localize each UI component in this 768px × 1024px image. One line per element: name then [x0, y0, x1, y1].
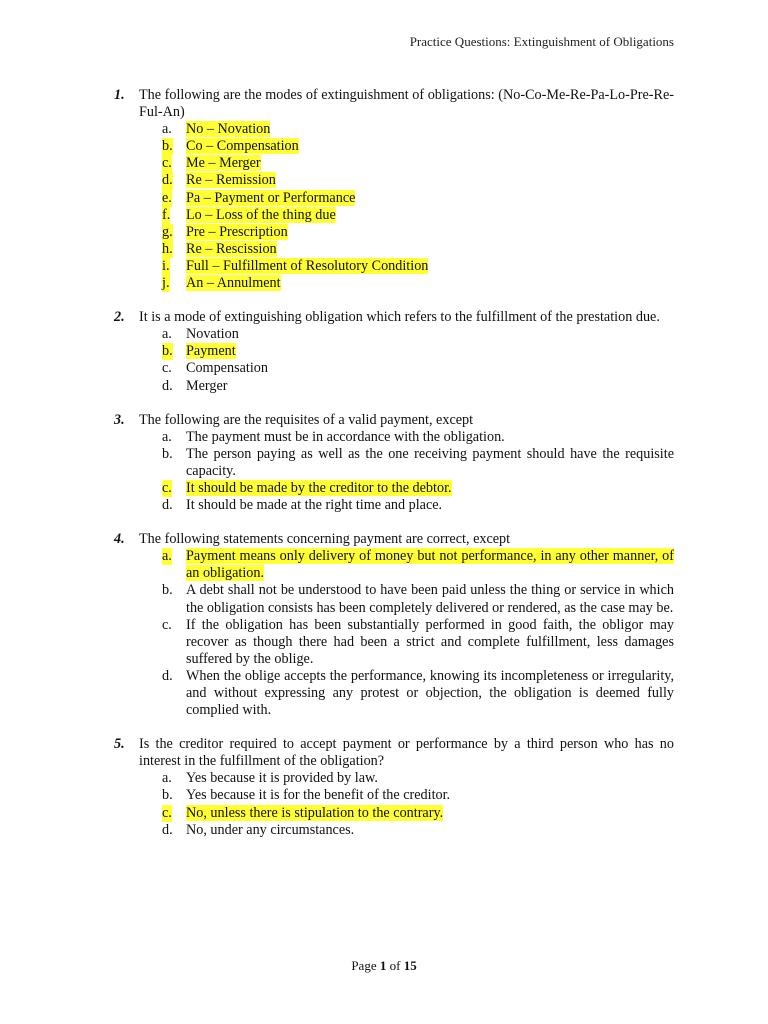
option-c: [139, 617, 674, 668]
option-letter: b.: [162, 138, 173, 155]
question-text: The following statements concerning payment are correct, except: [139, 531, 511, 548]
option-text: Merger: [186, 377, 228, 394]
question-number: 3.: [114, 411, 125, 428]
option-b: [139, 582, 674, 616]
option-c: [139, 480, 674, 497]
option-letter: a.: [162, 770, 172, 787]
option-list: [139, 121, 674, 292]
option-letter: a.: [162, 548, 172, 565]
option-text: If the obligation has been substantially performed in good faith, the obligor may recover as though there had been a strict and complete fulfillment, less damages suffered by the oblige.: [186, 616, 674, 667]
option-text: Me – Merger: [186, 155, 261, 172]
page-current: 1: [379, 958, 387, 973]
option-letter: c.: [162, 479, 172, 496]
option-text: An – Annulment: [186, 275, 281, 292]
option-text: Compensation: [186, 360, 268, 377]
option-c: [139, 360, 674, 377]
option-letter: b.: [162, 445, 173, 462]
option-text: A debt shall not be understood to have been paid unless the thing or service in which the obligation consists has been completely delivered or rendered, as the case may be.: [186, 582, 674, 616]
option-letter: c.: [162, 155, 172, 172]
option-letter: f.: [162, 206, 171, 223]
option-text: Novation: [186, 326, 239, 343]
option-text: Co – Compensation: [186, 138, 299, 155]
option-b: [139, 138, 674, 155]
option-list: [139, 548, 674, 719]
option-c: [139, 805, 674, 822]
option-letter: c.: [162, 616, 172, 633]
option-letter: j.: [162, 275, 170, 292]
option-letter: c.: [162, 804, 172, 821]
option-letter: d.: [162, 377, 173, 394]
page-header: Practice Questions: Extinguishment of Obligations: [409, 34, 674, 49]
option-letter: i.: [162, 257, 170, 274]
option-text: Re – Rescission: [186, 240, 277, 257]
option-d: [139, 378, 674, 395]
option-text: No, under any circumstances.: [186, 821, 355, 838]
option-i: [139, 258, 674, 275]
option-a: [139, 121, 674, 138]
option-a: [139, 429, 674, 446]
page-footer: [0, 958, 768, 974]
option-b: [139, 787, 674, 804]
question-list: [114, 87, 674, 856]
page-total: 15: [403, 958, 417, 973]
option-letter: c.: [162, 360, 172, 377]
option-text: Payment means only delivery of money but not performance, in any other manner, of an obligation.: [186, 548, 674, 582]
option-letter: g.: [162, 223, 173, 240]
option-letter: b.: [162, 582, 173, 599]
option-text: When the oblige accepts the performance, knowing its incompleteness or irregularity, and without expressing any protest or objection, the obligation is deemed fully complied with.: [186, 667, 674, 719]
option-a: [139, 770, 674, 787]
option-letter: e.: [162, 189, 172, 206]
question-number: 1.: [114, 87, 125, 103]
option-g: [139, 224, 674, 241]
option-d: [139, 822, 674, 839]
question-text: Is the creditor required to accept payment or performance by a third person who has no interest in the fulfillment of the obligation?: [139, 736, 674, 770]
option-letter: d.: [162, 172, 173, 189]
question-text: The following are the requisites of a valid payment, except: [139, 411, 474, 428]
option-letter: b.: [162, 787, 173, 804]
question-1: [114, 87, 674, 292]
option-list: [139, 326, 674, 394]
option-text: The payment must be in accordance with the obligation.: [186, 428, 505, 445]
option-text: Re – Remission: [186, 172, 276, 189]
option-text: Yes because it is for the benefit of the creditor.: [186, 787, 451, 804]
option-h: [139, 241, 674, 258]
question-number: 2.: [114, 309, 125, 326]
question-3: [114, 412, 674, 515]
option-d: [139, 668, 674, 719]
option-j: [139, 275, 674, 292]
option-b: [139, 446, 674, 480]
option-a: [139, 326, 674, 343]
option-letter: d.: [162, 821, 173, 838]
page-of-label: of: [389, 958, 401, 973]
option-letter: d.: [162, 667, 173, 684]
option-c: [139, 155, 674, 172]
option-letter: d.: [162, 497, 173, 514]
question-text: It is a mode of extinguishing obligation which refers to the fulfillment of the prestation due.: [139, 309, 660, 326]
page-label: Page: [351, 958, 377, 973]
option-a: [139, 548, 674, 582]
question-number: 4.: [114, 531, 125, 548]
option-text: No, unless there is stipulation to the contrary.: [186, 804, 444, 821]
question-2: [114, 309, 674, 394]
option-text: It should be made at the right time and place.: [186, 497, 443, 514]
question-text: The following are the modes of extinguishment of obligations: (No-Co-Me-Re-Pa-Lo-Pre-Re-Ful-An): [139, 87, 674, 121]
option-text: Full – Fulfillment of Resolutory Condition: [186, 257, 429, 274]
option-b: [139, 343, 674, 360]
option-letter: a.: [162, 121, 172, 138]
question-4: [114, 531, 674, 719]
option-text: Payment: [186, 343, 236, 360]
option-letter: a.: [162, 428, 172, 445]
option-text: No – Novation: [186, 121, 271, 138]
question-5: [114, 736, 674, 839]
option-d: [139, 497, 674, 514]
option-text: Pa – Payment or Performance: [186, 189, 356, 206]
option-text: Pre – Prescription: [186, 223, 288, 240]
option-d: [139, 172, 674, 189]
option-list: [139, 429, 674, 514]
option-text: It should be made by the creditor to the debtor.: [186, 479, 452, 496]
option-text: Yes because it is provided by law.: [186, 770, 378, 787]
option-list: [139, 770, 674, 838]
option-letter: b.: [162, 343, 173, 360]
option-letter: h.: [162, 240, 173, 257]
option-text: The person paying as well as the one receiving payment should have the requisite capacity.: [186, 445, 674, 479]
option-text: Lo – Loss of the thing due: [186, 206, 336, 223]
option-f: [139, 207, 674, 224]
option-letter: a.: [162, 326, 172, 343]
option-e: [139, 190, 674, 207]
question-number: 5.: [114, 736, 125, 753]
